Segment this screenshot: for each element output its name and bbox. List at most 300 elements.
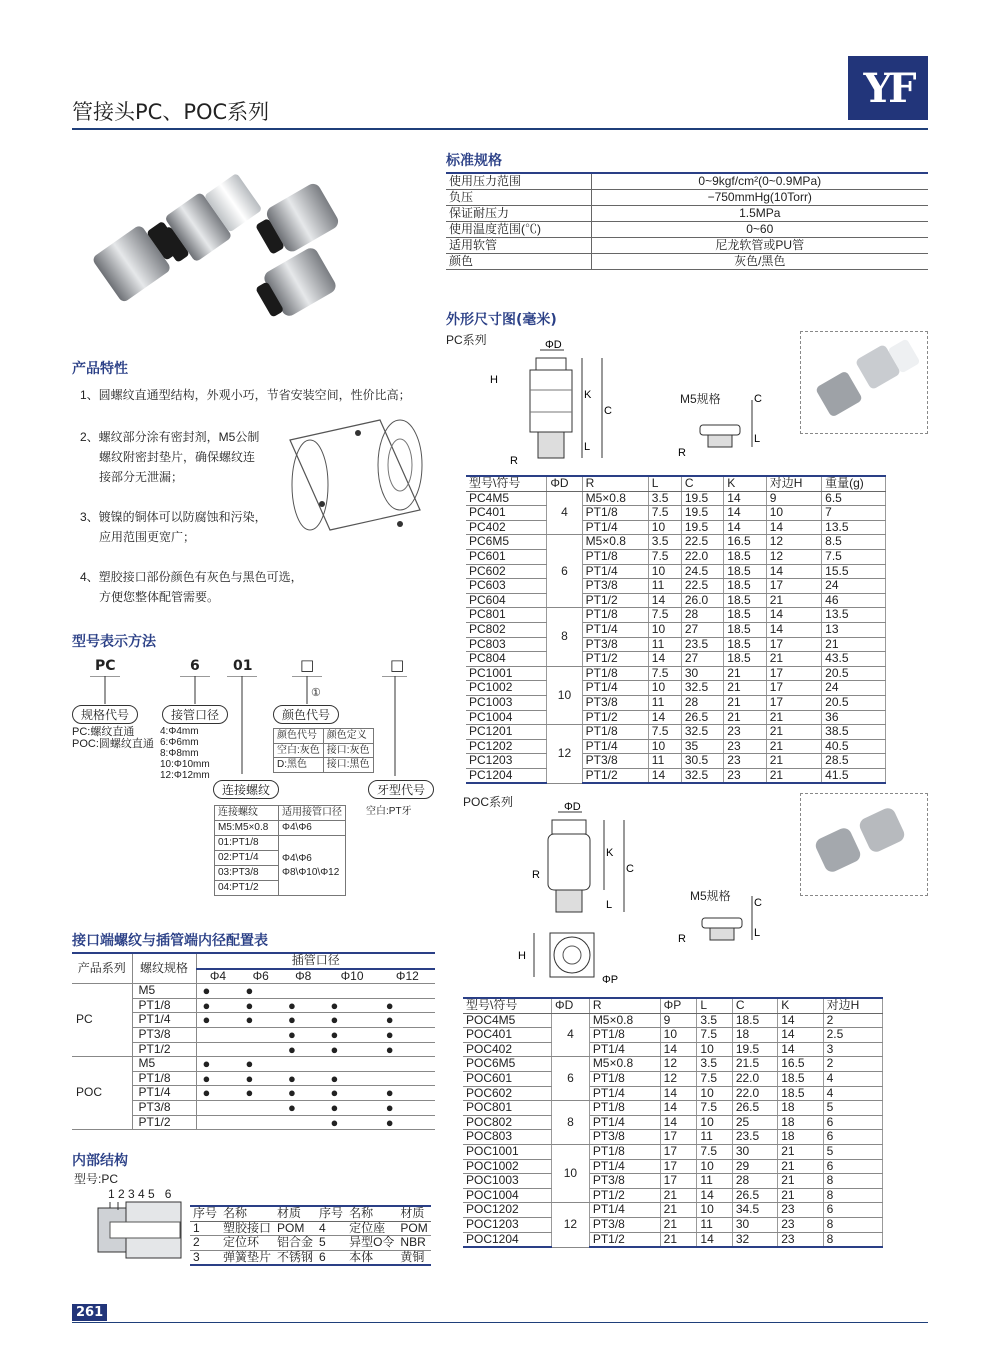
diameter-cell: 10: [552, 1144, 590, 1202]
value-cell: PT3/8: [589, 1174, 660, 1189]
label-color-code: 颜色代号: [273, 705, 339, 724]
value-cell: 14: [778, 1028, 823, 1043]
part-cell: POM: [274, 1221, 316, 1236]
thread-cell: PT3/8: [132, 1027, 196, 1042]
value-cell: 11: [697, 1130, 732, 1145]
value-cell: PT1/8: [589, 1071, 660, 1086]
value-cell: 13.5: [822, 520, 886, 535]
diameter-cell: 12: [547, 725, 582, 784]
config-heading: 接口端螺纹与插管端内径配置表: [72, 933, 268, 949]
value-cell: 3.5: [697, 1057, 732, 1072]
value-cell: 18.5: [724, 579, 766, 594]
part-numbers: 1 2 3 4 5 6: [108, 1187, 172, 1201]
value-cell: 2: [823, 1057, 882, 1072]
value-cell: PT1/8: [582, 608, 648, 623]
thread-cell: PT1/2: [132, 1115, 196, 1130]
model-cell: PC401: [466, 506, 547, 521]
value-cell: 8: [823, 1217, 882, 1232]
spec-label: 使用温度范围(℃): [446, 222, 591, 238]
table-row: [466, 739, 886, 754]
poc-photo: [800, 793, 928, 896]
value-cell: 14: [778, 1042, 823, 1057]
value-cell: 21: [660, 1232, 697, 1247]
spec-label: 保证耐压力: [446, 206, 591, 222]
value-cell: 19.5: [681, 491, 723, 506]
value-cell: 21: [766, 725, 821, 740]
table-row: [463, 1174, 883, 1189]
compat-dot: ●: [287, 1012, 296, 1028]
internal-table: [190, 1205, 431, 1266]
poc-dimension-drawing: [520, 800, 650, 920]
value-cell: 7: [822, 506, 886, 521]
compat-dot: ●: [202, 1056, 211, 1072]
svg-text:L: L: [754, 433, 761, 445]
model-cell: POC1203: [463, 1217, 552, 1232]
value-cell: PT1/2: [589, 1188, 660, 1203]
model-cell: PC1202: [466, 739, 547, 754]
svg-text:R: R: [678, 933, 686, 945]
table-row: [463, 1057, 883, 1072]
value-cell: PT3/8: [589, 1217, 660, 1232]
value-cell: 14: [766, 622, 821, 637]
value-cell: 18: [778, 1115, 823, 1130]
diameter-cell: 10: [547, 666, 582, 724]
compat-dot: ●: [330, 1041, 339, 1057]
value-cell: 10: [697, 1086, 732, 1101]
model-cell: POC1004: [463, 1188, 552, 1203]
value-cell: 21: [766, 593, 821, 608]
value-cell: 17: [766, 666, 821, 681]
compat-cell: [282, 1100, 325, 1115]
column-header: 序号: [190, 1206, 220, 1221]
product-photo: [80, 172, 360, 322]
value-cell: 26.5: [732, 1101, 777, 1116]
value-cell: 18.5: [778, 1086, 823, 1101]
compat-dot: ●: [287, 1070, 296, 1086]
table-row: [466, 608, 886, 623]
compat-dot: ●: [385, 1085, 394, 1101]
model-cell: PC6M5: [466, 535, 547, 550]
compat-dot: ●: [202, 983, 211, 999]
value-cell: 17: [766, 637, 821, 652]
compat-dot: ●: [202, 1070, 211, 1086]
spec-label: 适用软管: [446, 238, 591, 254]
compat-dot: ●: [330, 997, 339, 1013]
thread-cell: PT1/2: [132, 1042, 196, 1057]
value-cell: 10: [648, 622, 681, 637]
value-cell: PT1/4: [589, 1115, 660, 1130]
value-cell: 19.5: [681, 506, 723, 521]
table-row: [466, 681, 886, 696]
value-cell: 11: [697, 1174, 732, 1189]
value-cell: 28.5: [822, 754, 886, 769]
compat-dot: ●: [385, 1041, 394, 1057]
compat-cell: [239, 1115, 282, 1130]
value-cell: 8: [823, 1174, 882, 1189]
compat-cell: [380, 1057, 435, 1072]
compat-dot: ●: [385, 1114, 394, 1130]
value-cell: 14: [697, 1188, 732, 1203]
table-row: [463, 1203, 883, 1218]
value-cell: 19.5: [681, 520, 723, 535]
value-cell: 23: [778, 1217, 823, 1232]
compat-dot: ●: [287, 997, 296, 1013]
poc-m5-label: M5规格: [690, 889, 731, 903]
features-heading: 产品特性: [72, 361, 128, 377]
model-cell: PC801: [466, 608, 547, 623]
value-cell: 7.5: [648, 549, 681, 564]
value-cell: PT1/2: [582, 593, 648, 608]
compat-cell: [282, 1115, 325, 1130]
value-cell: 8: [823, 1232, 882, 1247]
part-cell: 定位环: [220, 1236, 274, 1251]
compat-cell: [239, 1042, 282, 1057]
value-cell: 27: [681, 652, 723, 667]
table-row: [463, 1101, 883, 1116]
model-cell: PC804: [466, 652, 547, 667]
color-table: 颜色代号 颜色定义 空白:灰色 接口:灰色 D:黑色 接口:黑色: [273, 728, 374, 773]
feature-1: 1、圆螺纹直通型结构，外观小巧，节省安装空间，性价比高；: [80, 388, 411, 402]
part-cell: 塑胶接口: [220, 1221, 274, 1236]
column-header: C: [681, 476, 723, 491]
value-cell: 40.5: [822, 739, 886, 754]
value-cell: 32: [732, 1232, 777, 1247]
compat-dot: ●: [385, 997, 394, 1013]
code-size: 6: [190, 658, 200, 674]
pc-m5-label: M5规格: [680, 392, 721, 406]
thread-type-desc: 空白:PT牙: [366, 806, 412, 817]
footer-divider: [72, 1322, 928, 1323]
value-cell: 7.5: [648, 608, 681, 623]
compat-cell: [324, 1057, 379, 1072]
value-cell: 30.5: [681, 754, 723, 769]
value-cell: 22.5: [681, 535, 723, 550]
part-cell: 黄铜: [397, 1250, 430, 1265]
value-cell: 38.5: [822, 725, 886, 740]
value-cell: 10: [660, 1028, 697, 1043]
svg-text:ΦD: ΦD: [564, 801, 581, 813]
value-cell: 23: [778, 1203, 823, 1218]
value-cell: 6.5: [822, 491, 886, 506]
table-row: [466, 695, 886, 710]
model-cell: PC601: [466, 549, 547, 564]
thread-cell: M5: [132, 984, 196, 999]
value-cell: 14: [724, 520, 766, 535]
part-cell: 2: [190, 1236, 220, 1251]
compat-dot: ●: [330, 1099, 339, 1115]
spec-row: [446, 206, 928, 222]
pc-photo: [800, 331, 928, 434]
value-cell: 24: [822, 579, 886, 594]
table-row: [466, 710, 886, 725]
value-cell: 26.5: [732, 1188, 777, 1203]
value-cell: PT1/4: [589, 1159, 660, 1174]
internal-heading: 内部结构: [72, 1153, 128, 1169]
model-cell: PC803: [466, 637, 547, 652]
table-row: [466, 768, 886, 783]
value-cell: PT1/4: [582, 564, 648, 579]
value-cell: PT1/4: [582, 520, 648, 535]
value-cell: 5: [823, 1101, 882, 1116]
column-header: ΦD: [552, 998, 590, 1013]
value-cell: 6: [823, 1159, 882, 1174]
compat-cell: [239, 998, 282, 1013]
value-cell: 7.5: [648, 506, 681, 521]
svg-text:L: L: [754, 927, 761, 939]
value-cell: 13: [822, 622, 886, 637]
value-cell: 18.5: [724, 637, 766, 652]
compat-dot: ●: [330, 1026, 339, 1042]
value-cell: 30: [732, 1217, 777, 1232]
value-cell: 9: [660, 1013, 697, 1028]
compat-cell: [380, 984, 435, 999]
compat-cell: [196, 984, 239, 999]
diameter-cell: 8: [547, 608, 582, 666]
table-row: [463, 1188, 883, 1203]
thread-cell: PT3/8: [132, 1100, 196, 1115]
table-row: [463, 1042, 883, 1057]
value-cell: 18.5: [724, 622, 766, 637]
model-cell: POC1003: [463, 1174, 552, 1189]
svg-text:L: L: [606, 899, 613, 911]
compat-cell: [239, 1086, 282, 1101]
value-cell: 46: [822, 593, 886, 608]
compat-cell: [282, 1027, 325, 1042]
table-row: [463, 1086, 883, 1101]
spec-code-desc: PC:螺纹直通 POC:圆螺纹直通: [72, 726, 154, 750]
column-header: K: [724, 476, 766, 491]
model-cell: POC802: [463, 1115, 552, 1130]
header-row: [466, 476, 886, 491]
value-cell: 21.5: [732, 1057, 777, 1072]
model-cell: POC1204: [463, 1232, 552, 1247]
svg-text:L: L: [584, 441, 591, 453]
size-header: Φ12: [380, 969, 435, 984]
compat-cell: [324, 1042, 379, 1057]
section-drawing: [96, 1200, 188, 1262]
compat-cell: [380, 1027, 435, 1042]
value-cell: 7.5: [697, 1071, 732, 1086]
value-cell: 14: [660, 1042, 697, 1057]
table-row: [466, 637, 886, 652]
compat-dot: ●: [385, 1099, 394, 1115]
value-cell: 21: [724, 681, 766, 696]
value-cell: 14: [660, 1086, 697, 1101]
value-cell: 14: [724, 506, 766, 521]
compat-cell: [380, 998, 435, 1013]
value-cell: PT1/4: [582, 681, 648, 696]
thread-cell: PT1/8: [132, 998, 196, 1013]
value-cell: 15.5: [822, 564, 886, 579]
poc-end-view: [514, 925, 634, 987]
column-header: 型号\符号: [466, 476, 547, 491]
model-cell: PC1004: [466, 710, 547, 725]
feature-3a: 3、镀镍的铜体可以防腐蚀和污染，: [80, 510, 267, 524]
table-row: [466, 535, 886, 550]
table-row: [466, 491, 886, 506]
compat-cell: [282, 984, 325, 999]
svg-text:C: C: [626, 863, 634, 875]
compat-dot: ●: [245, 1012, 254, 1028]
value-cell: 18: [732, 1028, 777, 1043]
value-cell: 21: [766, 768, 821, 783]
part-cell: 3: [190, 1250, 220, 1265]
table-row: [466, 666, 886, 681]
value-cell: PT3/8: [582, 695, 648, 710]
label-spec-code: 规格代号: [72, 705, 138, 724]
value-cell: 4: [823, 1086, 882, 1101]
page-title: 管接头PC、POC系列: [72, 100, 270, 124]
value-cell: 14: [660, 1101, 697, 1116]
value-cell: 22.5: [681, 579, 723, 594]
value-cell: PT1/8: [589, 1144, 660, 1159]
value-cell: 18: [778, 1101, 823, 1116]
thread-cell: PT1/4: [132, 1013, 196, 1028]
value-cell: 3.5: [648, 491, 681, 506]
value-cell: PT3/8: [582, 637, 648, 652]
compat-cell: [324, 984, 379, 999]
table-row: [463, 1013, 883, 1028]
compat-cell: [196, 1100, 239, 1115]
config-table: 产品系列 螺纹规格 插管口径 Φ4 Φ6 Φ8 Φ10 Φ12 PC M5 ● ● PT1/8 ● ● ● ● ● PT1/4 ● ● ● ● ● PT3/8 ● ● ● PT1/2 ● ● ● POC M5 ● ● PT1/8 ● ● ● ● PT1/4 ● ● ● ● ● PT3/8 ● ● ● PT1/2 ● ●: [72, 952, 435, 1130]
value-cell: 20.5: [822, 695, 886, 710]
column-header: 对边H: [823, 998, 882, 1013]
circled-one: ①: [311, 687, 321, 699]
svg-text:C: C: [754, 393, 762, 405]
value-cell: 22.0: [732, 1086, 777, 1101]
model-cell: PC604: [466, 593, 547, 608]
part-cell: 不锈钢: [274, 1250, 316, 1265]
compat-dot: ●: [245, 983, 254, 999]
table-row: [466, 622, 886, 637]
compat-cell: [239, 1100, 282, 1115]
part-cell: POM: [397, 1221, 430, 1236]
compat-cell: [380, 1042, 435, 1057]
value-cell: PT1/2: [582, 710, 648, 725]
compat-cell: [380, 1115, 435, 1130]
value-cell: 3: [823, 1042, 882, 1057]
compat-cell: [239, 1057, 282, 1072]
feature-4a: 4、塑胶接口部份颜色有灰色与黑色可选，: [80, 570, 303, 584]
compat-dot: ●: [245, 1070, 254, 1086]
table-row: [190, 1250, 431, 1265]
poc-series-label: POC系列: [463, 795, 514, 809]
value-cell: 17: [766, 681, 821, 696]
compat-dot: ●: [202, 1012, 211, 1028]
part-cell: 铝合金: [274, 1236, 316, 1251]
value-cell: 10: [648, 564, 681, 579]
model-cell: POC1202: [463, 1203, 552, 1218]
feature-3b: 应用范围更宽广；: [99, 530, 196, 544]
feature-2c: 接部分无泄漏；: [99, 470, 184, 484]
value-cell: 28: [681, 695, 723, 710]
value-cell: 7.5: [697, 1144, 732, 1159]
value-cell: 24.5: [681, 564, 723, 579]
compat-cell: [196, 1042, 239, 1057]
compat-cell: [282, 1013, 325, 1028]
value-cell: 29: [732, 1159, 777, 1174]
value-cell: 17: [660, 1174, 697, 1189]
value-cell: 21: [778, 1188, 823, 1203]
code-color: □: [300, 656, 315, 674]
value-cell: 18.5: [778, 1071, 823, 1086]
model-cell: PC603: [466, 579, 547, 594]
model-cell: POC4M5: [463, 1013, 552, 1028]
value-cell: M5×0.8: [582, 491, 648, 506]
table-row: [466, 652, 886, 667]
compat-cell: [324, 1115, 379, 1130]
value-cell: PT1/8: [582, 666, 648, 681]
value-cell: 17: [766, 695, 821, 710]
column-header: R: [589, 998, 660, 1013]
compat-cell: [380, 1100, 435, 1115]
dims-heading: 外形尺寸图(毫米): [446, 312, 557, 328]
pc-dimension-table: [466, 475, 886, 784]
compat-dot: ●: [287, 1026, 296, 1042]
compat-cell: [196, 998, 239, 1013]
value-cell: 32.5: [681, 768, 723, 783]
value-cell: 14: [660, 1115, 697, 1130]
compat-dot: ●: [385, 1012, 394, 1028]
pc-series-label: PC系列: [446, 333, 487, 347]
compat-cell: [324, 1027, 379, 1042]
value-cell: PT1/2: [582, 652, 648, 667]
value-cell: 16.5: [724, 535, 766, 550]
column-header: K: [778, 998, 823, 1013]
value-cell: 14: [648, 710, 681, 725]
compat-dot: ●: [245, 1056, 254, 1072]
value-cell: 35: [681, 739, 723, 754]
value-cell: 17: [660, 1144, 697, 1159]
value-cell: 10: [697, 1203, 732, 1218]
svg-text:K: K: [606, 847, 614, 859]
value-cell: 11: [648, 695, 681, 710]
model-cell: POC402: [463, 1042, 552, 1057]
value-cell: 21: [766, 652, 821, 667]
table-row: [466, 549, 886, 564]
table-row: [466, 593, 886, 608]
value-cell: 14: [724, 491, 766, 506]
spec-value: 尼龙软管或PU管: [591, 238, 928, 254]
value-cell: 23.5: [732, 1130, 777, 1145]
series-cell: POC: [72, 1057, 132, 1130]
value-cell: PT1/8: [589, 1028, 660, 1043]
value-cell: 10: [648, 520, 681, 535]
table-row: [466, 754, 886, 769]
spec-label: 颜色: [446, 254, 591, 270]
column-header: 序号: [316, 1206, 346, 1221]
value-cell: 18.5: [724, 593, 766, 608]
value-cell: 20.5: [822, 666, 886, 681]
svg-text:R: R: [532, 869, 540, 881]
value-cell: 14: [778, 1013, 823, 1028]
value-cell: 23.5: [681, 637, 723, 652]
label-tube-size: 接管口径: [162, 705, 228, 724]
value-cell: 26.0: [681, 593, 723, 608]
table-row: [466, 506, 886, 521]
table-row: [463, 1232, 883, 1247]
spec-row: [446, 254, 928, 270]
model-cell: PC1002: [466, 681, 547, 696]
value-cell: 7.5: [648, 725, 681, 740]
diameter-cell: 12: [552, 1203, 590, 1247]
value-cell: 10: [648, 739, 681, 754]
svg-text:ΦP: ΦP: [602, 974, 619, 986]
value-cell: 23: [724, 768, 766, 783]
compat-cell: [324, 1100, 379, 1115]
spec-value: −750mmHg(10Torr): [591, 190, 928, 206]
diameter-cell: 4: [552, 1013, 590, 1057]
